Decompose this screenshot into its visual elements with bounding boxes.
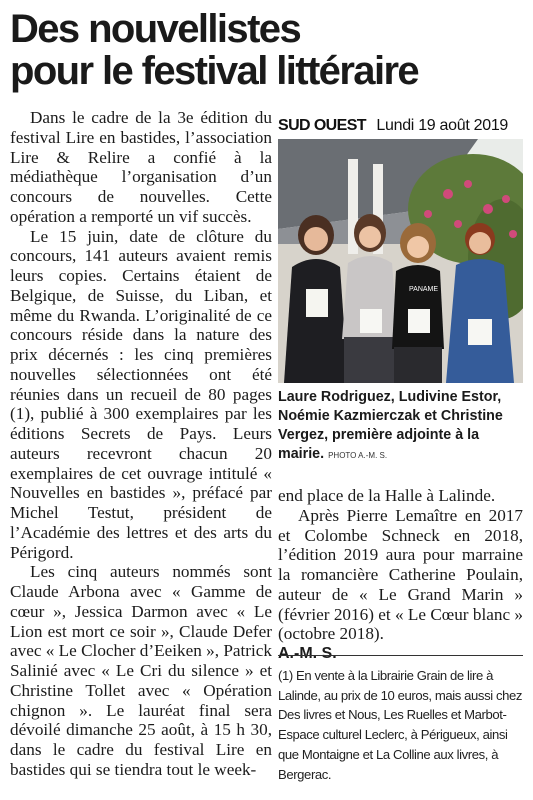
caption-text: Laure Rodriguez, Ludivine Estor, Noémie Kazmierczak et Christine Vergez, première adjointe à la mairie. (278, 389, 503, 462)
group-photo-illustration (278, 139, 523, 383)
photo-caption (278, 388, 523, 465)
tshirt-print: PANAME (409, 286, 439, 293)
article-paragraph-3-continued: end place de la Halle à Lalinde. (278, 486, 496, 505)
headline-line-2: pour le festival littéraire (10, 49, 419, 93)
article-column-right (278, 486, 523, 664)
photo-credit: PHOTO A.-M. S. (328, 451, 388, 460)
publication-date: Lundi 19 août 2019 (376, 117, 509, 134)
source-line (278, 117, 523, 137)
article-paragraph-3: Les cinq auteurs nommés sont Claude Arbona avec « Gamme de cœur », Jessica Darmon avec « Le Lion est mort ce soir », Claude Defer avec « Le Clocher d’Eeiken », Patrick Salinié avec « Le Cri du silence » et Christine Tollet avec « Opération chignon ». Le lauréat final sera dévoilé dimanche 25 août, à 15 h 30, dans le cadre du festival Lire en bastides qui se tiendra tout le week- (10, 562, 273, 779)
author-signature: A.-M. S. (278, 645, 337, 662)
headline-line-1: Des nouvellistes (10, 7, 301, 51)
article-paragraph-2: Le 15 juin, date de clôture du concours, 141 auteurs avaient remis leurs copies. Certains étaient de Belgique, de Suisse, du Liban, et même du Rwanda. L’originalité de ce concours réside dans la nature des prix décernés : les cinq premières nouvelles sélectionnées ont été réunies dans un recueil de 80 pages (1), publié à 300 exemplaires par les éditions Secrets de Pays. Leurs auteurs recevront chacun 20 exemplaires de cet ouvrage intitulé « Nouvelles en bastides », préfacé par Michel Testut, président de l’Académie des lettres et des arts du Périgord. (10, 226, 272, 562)
headline (10, 8, 525, 92)
article-paragraph-4: Après Pierre Lemaître en 2017 et Colombe Schneck en 2018, l’édition 2019 aura pour marraine la romancière Catherine Poulain, auteur de « Le Grand Marin » (février 2016) et « Le Cœur blanc » (octobre 2018). (278, 505, 523, 644)
article-column-left (10, 108, 272, 780)
footnote: (1) En vente à la Librairie Grain de lire à Lalinde, au prix de 10 euros, mais aussi chez Des livres et Nous, Les Ruelles et Marbot-Espace culturel Leclerc, à Périgueux, ainsi que Montaigne et La Colline aux livres, à Bergerac. (278, 668, 523, 782)
publication-name: SUD OUEST (278, 117, 366, 134)
article-photo (278, 139, 523, 383)
footnote-divider (278, 655, 523, 656)
article-paragraph-1: Dans le cadre de la 3e édition du festival Lire en bastides, l’association Lire & Relire a confié à la médiathèque l’organisation d’un concours de nouvelles. Cette opération a remporté un vif succès. (10, 108, 272, 226)
